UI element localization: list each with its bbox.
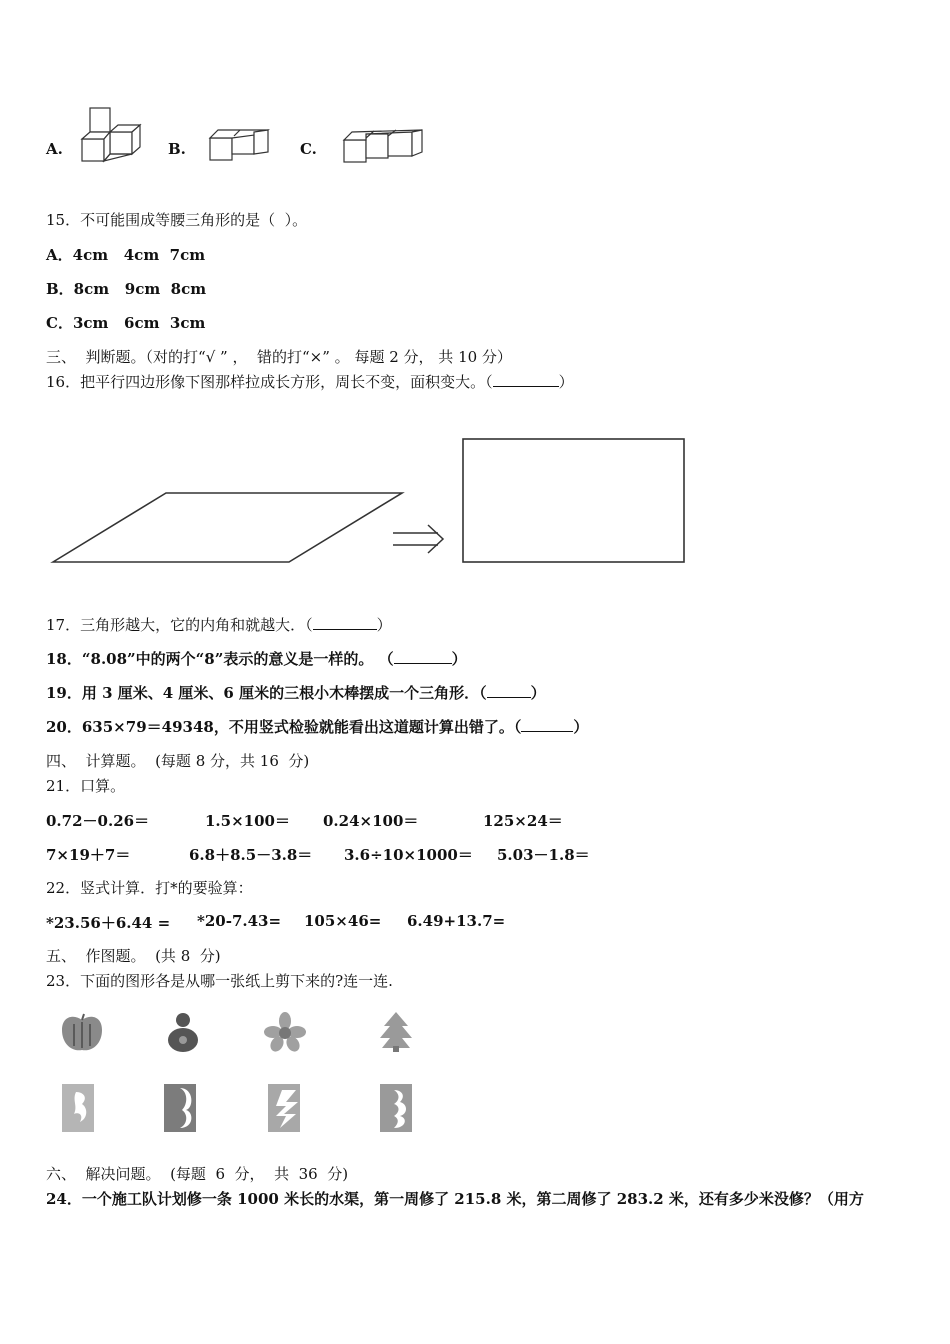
question-20-end: ）	[573, 718, 589, 736]
question-18	[46, 649, 467, 669]
gourd-cutout-icon	[165, 1010, 201, 1054]
calc-item: 5.03－1.8＝	[497, 846, 590, 864]
calc-item: 0.72－0.26＝	[46, 812, 150, 830]
calc-item: 6.8＋8.5－3.8＝	[189, 846, 313, 864]
question-17	[46, 615, 392, 635]
question-24-stem: 24．一个施工队计划修一条 1000 米长的水渠，第一周修了 215.8 米，第二周修了 283.2 米，还有多少米没修？（用方	[46, 1190, 864, 1208]
question-18-end: ）	[451, 650, 467, 668]
calc-item: 3.6÷10×1000＝	[344, 846, 473, 864]
double-arrow-icon	[393, 525, 443, 553]
paper-sheet-3-icon	[268, 1084, 302, 1134]
parallelogram-to-rectangle-figure	[0, 0, 950, 600]
question-21-stem: 21．口算。	[46, 777, 126, 795]
tree-cutout-icon	[378, 1012, 414, 1052]
question-15-option-c: C．3cm 6cm 3cm	[46, 314, 206, 332]
question-19-stem: 19．用 3 厘米、4 厘米、6 厘米的三根小木棒摆成一个三角形．（	[46, 684, 487, 702]
question-19	[46, 683, 546, 703]
option-b-label: B.	[168, 140, 186, 158]
question-15-option-b: B．8cm 9cm 8cm	[46, 280, 207, 298]
section-3-heading: 三、 判断题。（对的打“√ ” ， 错的打“×” 。 每题 2 分， 共 10 分）	[46, 348, 512, 366]
question-18-stem: 18．“8.08”中的两个“8”表示的意义是一样的。 （	[46, 650, 394, 668]
question-16-end: ）	[558, 373, 574, 391]
vertical-calc-item: *20-7.43=	[197, 912, 282, 930]
answer-blank-19[interactable]	[487, 683, 531, 698]
apple-cutout-icon	[60, 1012, 104, 1054]
vertical-calc-item: 105×46=	[304, 912, 382, 930]
option-c-label: C.	[300, 140, 317, 158]
calc-item: 1.5×100＝	[205, 812, 290, 830]
question-16-stem: 16．把平行四边形像下图那样拉成长方形，周长不变，面积变大。（	[46, 373, 493, 391]
calc-item: 125×24＝	[483, 812, 563, 830]
paper-sheet-1-icon	[62, 1084, 96, 1134]
answer-blank-20[interactable]	[521, 717, 573, 732]
option-a-label: A.	[46, 140, 63, 158]
paper-sheet-4-icon	[380, 1084, 414, 1134]
question-20-stem: 20．635×79＝49348，不用竖式检验就能看出这道题计算出错了。（	[46, 718, 522, 736]
question-15-option-a: A．4cm 4cm 7cm	[46, 246, 206, 264]
question-19-end: ）	[530, 684, 546, 702]
calc-item: 0.24×100＝	[323, 812, 419, 830]
question-17-end: ）	[376, 616, 392, 634]
section-6-heading: 六、 解决问题。 (每题 6 分， 共 36 分)	[46, 1165, 349, 1183]
section-4-heading: 四、 计算题。 (每题 8 分，共 16 分)	[46, 752, 310, 770]
parallelogram-shape	[53, 493, 402, 562]
question-22-stem: 22．竖式计算．打*的要验算：	[46, 879, 253, 897]
paper-sheet-2-icon	[164, 1084, 198, 1134]
question-23-stem: 23．下面的图形各是从哪一张纸上剪下来的?连一连.	[46, 972, 393, 990]
question-20	[46, 717, 588, 737]
calc-item: 7×19＋7＝	[46, 846, 131, 864]
vertical-calc-item: 6.49+13.7=	[407, 912, 506, 930]
section-5-heading: 五、 作图题。 (共 8 分)	[46, 947, 221, 965]
question-17-stem: 17．三角形越大，它的内角和就越大．（	[46, 616, 313, 634]
flower-cutout-icon	[264, 1012, 306, 1052]
answer-blank-18[interactable]	[394, 649, 452, 664]
question-15-stem: 15．不可能围成等腰三角形的是（ ）。	[46, 211, 308, 229]
rectangle-shape	[463, 439, 684, 562]
vertical-calc-item: *23.56＋6.44 =	[46, 914, 171, 932]
answer-blank-17[interactable]	[313, 615, 377, 630]
